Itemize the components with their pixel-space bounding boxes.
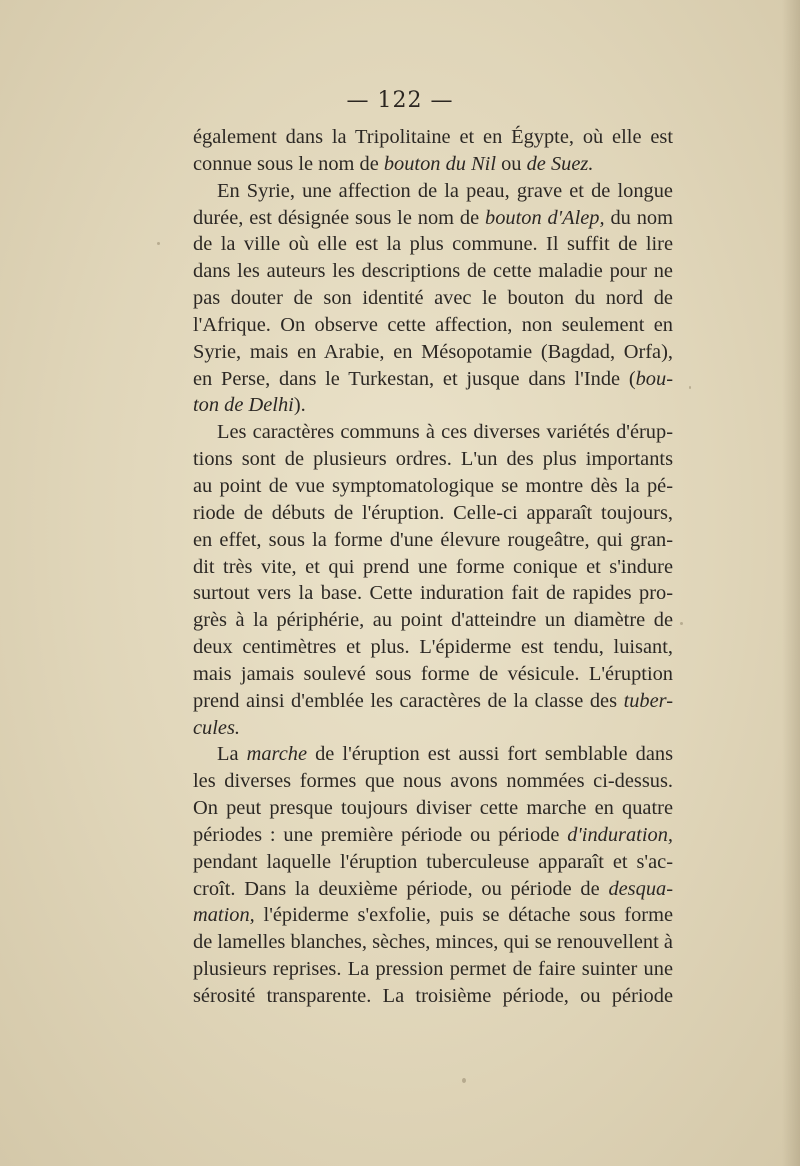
paper-speck bbox=[462, 1078, 466, 1083]
text-run: dans les auteurs les descriptions de cette maladie pour ne bbox=[193, 260, 673, 283]
italic-text: bou- bbox=[635, 367, 673, 390]
text-line bbox=[193, 929, 673, 956]
text-line bbox=[193, 822, 673, 849]
italic-text: de Suez. bbox=[526, 152, 594, 175]
text-line bbox=[193, 715, 673, 742]
text-line bbox=[193, 795, 673, 822]
text-run: Syrie, mais en Arabie, en Mésopotamie (Bagdad, Orfa), bbox=[193, 340, 673, 363]
page-number: — 122 — bbox=[346, 88, 454, 113]
text-line bbox=[193, 124, 673, 151]
text-line bbox=[193, 527, 673, 554]
italic-text: mation, bbox=[193, 904, 255, 927]
text-line bbox=[193, 554, 673, 581]
text-run: Les caractères communs à ces diverses variétés d'érup- bbox=[217, 421, 673, 444]
text-run: surtout vers la base. Cette induration fait de rapides pro- bbox=[193, 582, 673, 605]
text-run: pendant laquelle l'éruption tuberculeuse apparaît et s'ac- bbox=[193, 850, 673, 873]
text-run: au point de vue symptomatologique se montre dès la pé- bbox=[193, 474, 673, 497]
text-run: On peut presque toujours diviser cette marche en quatre bbox=[193, 797, 673, 820]
text-run: également dans la Tripolitaine et en Égypte, où elle est bbox=[193, 126, 673, 148]
italic-text: marche bbox=[246, 743, 307, 766]
text-run: de l'éruption est aussi fort semblable dans bbox=[307, 743, 674, 766]
text-run: l'épiderme s'exfolie, puis se détache sous forme bbox=[254, 904, 673, 927]
italic-text: tuber- bbox=[623, 689, 673, 712]
text-run: de lamelles blanches, sèches, minces, qui se renouvellent à bbox=[193, 931, 673, 954]
text-run: durée, est désignée sous le nom de bbox=[193, 206, 486, 229]
text-run: croît. Dans la deuxième période, ou période de bbox=[193, 877, 609, 900]
text-run: mais jamais soulevé sous forme de vésicule. L'éruption bbox=[193, 662, 673, 685]
text-run: du nom bbox=[604, 206, 673, 229]
text-run: les diverses formes que nous avons nommées ci-dessus. bbox=[193, 770, 673, 793]
text-run: ). bbox=[293, 394, 306, 417]
paper-speck bbox=[680, 622, 683, 625]
text-line bbox=[193, 607, 673, 634]
paper-speck bbox=[689, 386, 691, 389]
text-run: en effet, sous la forme d'une élevure rougeâtre, qui gran- bbox=[193, 528, 673, 551]
text-run: l'Afrique. On observe cette affection, non seulement en bbox=[193, 313, 673, 336]
text-line bbox=[193, 661, 673, 688]
text-line bbox=[193, 446, 673, 473]
text-line bbox=[193, 285, 673, 312]
text-line bbox=[193, 580, 673, 607]
italic-text: cules. bbox=[193, 716, 240, 739]
text-run: dit très vite, et qui prend une forme conique et s'indure bbox=[193, 555, 673, 578]
text-run: deux centimètres et plus. L'épiderme est tendu, luisant, bbox=[193, 636, 673, 659]
text-line bbox=[193, 768, 673, 795]
text-line bbox=[193, 312, 673, 339]
text-run: riode de débuts de l'éruption. Celle-ci apparaît toujours, bbox=[193, 501, 673, 524]
text-line bbox=[193, 983, 673, 1010]
text-run: pas douter de son identité avec le bouton du nord de bbox=[193, 287, 673, 310]
text-run: La bbox=[217, 743, 247, 766]
text-line bbox=[193, 956, 673, 983]
text-run: périodes : une première période ou période bbox=[193, 823, 568, 846]
italic-text: ton de Delhi bbox=[193, 394, 294, 417]
text-line bbox=[193, 178, 673, 205]
text-line bbox=[193, 151, 673, 178]
text-line bbox=[193, 392, 673, 419]
text-line bbox=[193, 419, 673, 446]
text-line bbox=[193, 741, 673, 768]
paper-speck bbox=[157, 242, 160, 245]
page-edge-shadow bbox=[782, 0, 800, 1166]
text-line bbox=[193, 634, 673, 661]
text-run: ou bbox=[496, 152, 527, 175]
italic-text: desqua- bbox=[608, 877, 673, 900]
text-run: sérosité transparente. La troisième période, ou période bbox=[193, 985, 673, 1007]
text-line bbox=[193, 688, 673, 715]
text-run: plusieurs reprises. La pression permet de faire suinter une bbox=[193, 958, 673, 981]
text-line bbox=[193, 473, 673, 500]
italic-text: d'induration, bbox=[567, 823, 673, 846]
text-run: En Syrie, une affection de la peau, grave et de longue bbox=[217, 179, 673, 202]
text-line bbox=[193, 258, 673, 285]
text-run: de la ville où elle est la plus commune. Il suffit de lire bbox=[193, 233, 673, 256]
text-line bbox=[193, 205, 673, 232]
text-run: connue sous le nom de bbox=[193, 152, 384, 175]
text-run: en Perse, dans le Turkestan, et jusque dans l'Inde ( bbox=[193, 367, 636, 390]
text-line bbox=[193, 500, 673, 527]
italic-text: bouton du Nil bbox=[383, 152, 497, 175]
italic-text: bouton d'Alep, bbox=[485, 206, 605, 229]
text-line bbox=[193, 849, 673, 876]
text-line bbox=[193, 902, 673, 929]
text-line bbox=[193, 231, 673, 258]
text-run: grès à la périphérie, au point d'atteindre un diamètre de bbox=[193, 609, 673, 632]
text-line bbox=[193, 366, 673, 393]
body-text bbox=[193, 124, 673, 1010]
text-line bbox=[193, 339, 673, 366]
text-run: tions sont de plusieurs ordres. L'un des plus importants bbox=[193, 448, 673, 471]
text-line bbox=[193, 876, 673, 903]
text-run: prend ainsi d'emblée les caractères de la classe des bbox=[193, 689, 624, 712]
